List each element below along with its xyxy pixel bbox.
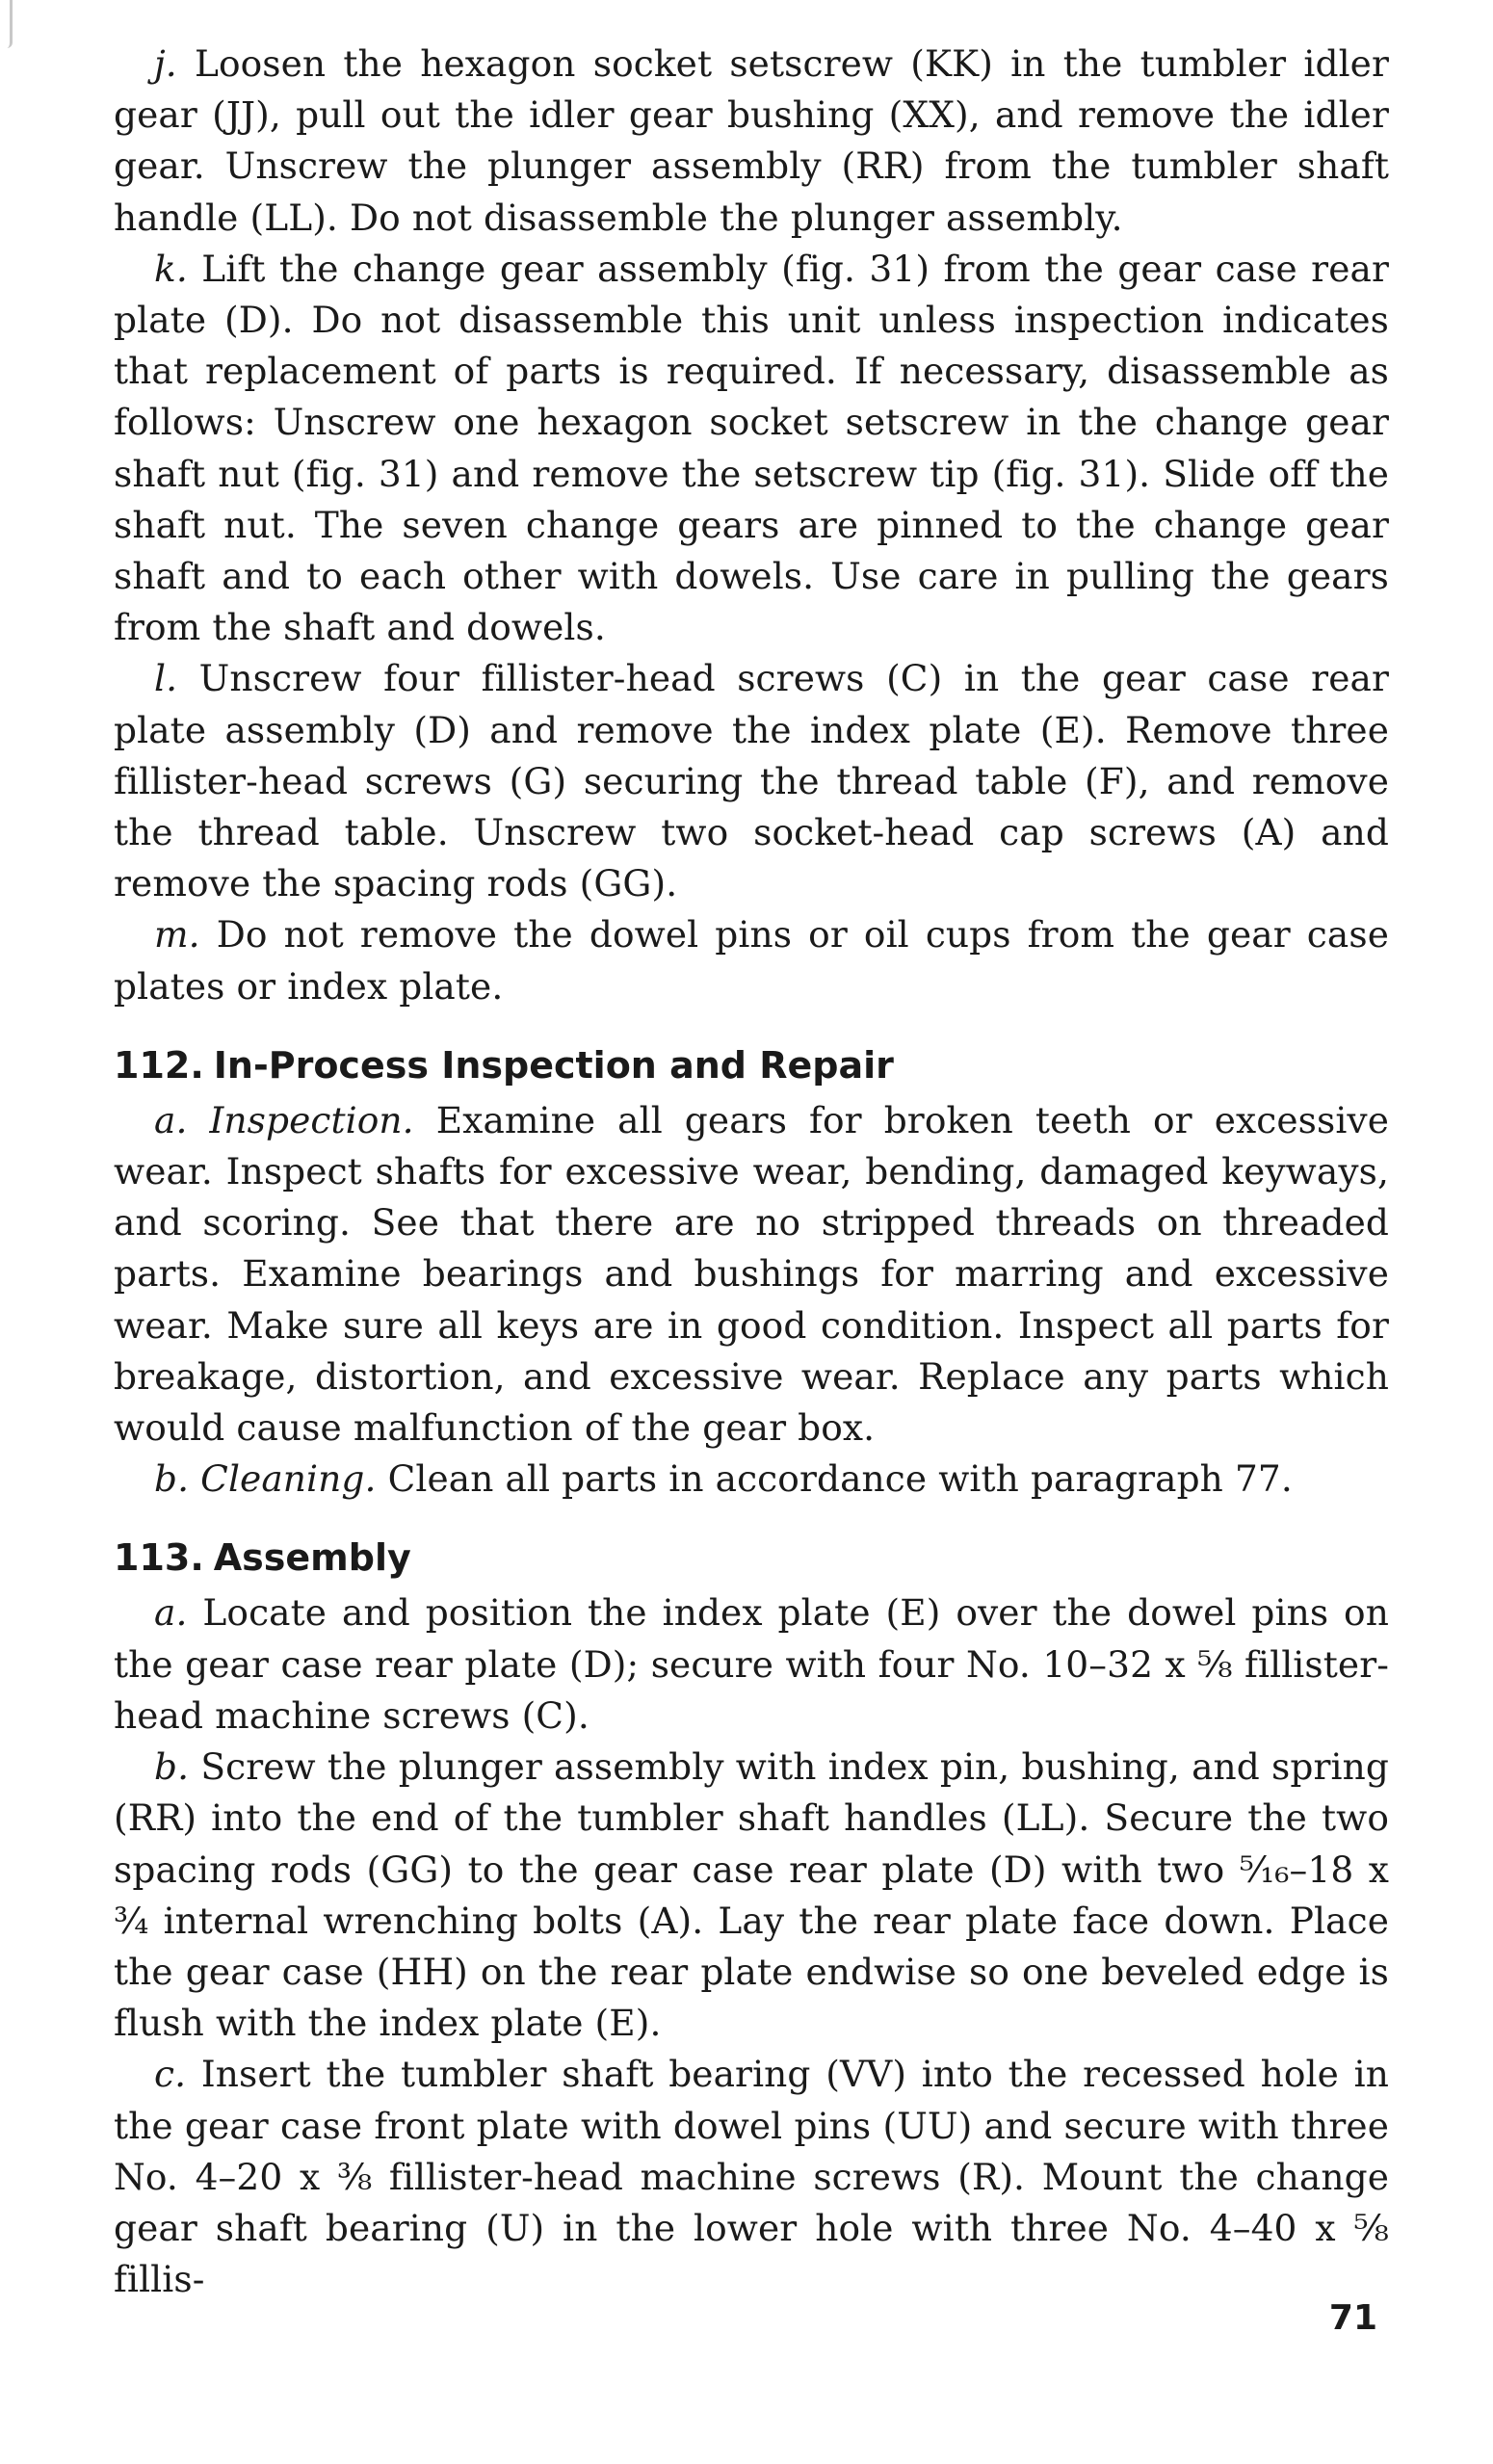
page-edge-mark <box>0 0 13 48</box>
section-title: In-Process Inspection and Repair <box>213 1043 894 1087</box>
paragraph-label: k. <box>154 247 188 290</box>
document-page <box>114 39 1389 2305</box>
paragraph-113a <box>114 1587 1389 1742</box>
paragraph-m <box>114 909 1389 1011</box>
paragraph-label: l. <box>154 657 178 700</box>
paragraph-label: a. <box>154 1591 188 1635</box>
paragraph-label: b. <box>154 1745 190 1789</box>
paragraph-text: Screw the plunger assembly with index pin, bushing, and spring (RR) into the end of the tumbler shaft handles (LL). Secure the two spacing rods (GG) to the gear case rear plate (D) with two ⁵⁄₁₆–18 x ¾ internal wrenching bolts (A). Lay the rear plate face down. Place the gear case (HH) on the rear plate endwise so one beveled edge is flush with the index plate (E). <box>114 1745 1389 2045</box>
paragraph-label: a. <box>154 1098 188 1141</box>
paragraph-text: Insert the tumbler shaft bearing (VV) into the recessed hole in the gear case front plate with dowel pins (UU) and secure with three No. 4–20 x ⅜ fillister-head machine screws (R). Mount the change gear shaft bearing (U) in the lower hole with three No. 4–40 x ⅝ fillis- <box>114 2053 1389 2301</box>
paragraph-text: Clean all parts in accordance with paragraph 77. <box>387 1457 1293 1501</box>
paragraph-label: m. <box>154 913 200 957</box>
paragraph-subtitle: Cleaning. <box>200 1457 377 1501</box>
paragraph-j <box>114 39 1389 244</box>
paragraph-112b <box>114 1454 1389 1505</box>
paragraph-l <box>114 653 1389 909</box>
section-heading-113 <box>114 1532 1389 1584</box>
section-number: 112. <box>114 1043 204 1087</box>
page-number: 71 <box>1328 2298 1377 2338</box>
section-title: Assembly <box>213 1536 411 1580</box>
paragraph-text: Locate and position the index plate (E) over the dowel pins on the gear case rear plate (D); secure with four No. 10–32 x ⅝ fillister-head machine screws (C). <box>114 1591 1389 1737</box>
paragraph-label: b. <box>154 1457 190 1501</box>
paragraph-text: Loosen the hexagon socket setscrew (KK) in the tumbler idler gear (JJ), pull out the idler gear bushing (XX), and remove the idler gear. Unscrew the plunger assembly (RR) from the tumbler shaft handle (LL). Do not disassemble the plunger assembly. <box>114 42 1389 239</box>
paragraph-subtitle: Inspection. <box>209 1098 414 1141</box>
paragraph-113c <box>114 2049 1389 2305</box>
paragraph-label: c. <box>154 2053 187 2096</box>
paragraph-112a <box>114 1095 1389 1454</box>
paragraph-text: Do not remove the dowel pins or oil cups from the gear case plates or index plate. <box>114 913 1389 1008</box>
paragraph-text: Lift the change gear assembly (fig. 31) from the gear case rear plate (D). Do not disassemble this unit unless inspection indicates that replacement of parts is required. If necessary, disassemble as follows: Unscrew one hexagon socket setscrew in the change gear shaft nut (fig. 31) and remove the setscrew tip (fig. 31). Slide off the shaft nut. The seven change gears are pinned to the change gear shaft and to each other with dowels. Use care in pulling the gears from the shaft and dowels. <box>114 247 1389 649</box>
section-number: 113. <box>114 1536 204 1580</box>
paragraph-text: Examine all gears for broken teeth or excessive wear. Inspect shafts for excessive wear, bending, damaged keyways, and scoring. See that there are no stripped threads on threaded parts. Examine bearings and bushings for marring and excessive wear. Make sure all keys are in good condition. Inspect all parts for breakage, distortion, and excessive wear. Replace any parts which would cause malfunction of the gear box. <box>114 1098 1389 1450</box>
paragraph-label: j. <box>154 42 177 85</box>
paragraph-113b <box>114 1742 1389 2049</box>
paragraph-text: Unscrew four fillister-head screws (C) in the gear case rear plate assembly (D) and remove the index plate (E). Remove three fillister-head screws (G) securing the thread table (F), and remove the thread table. Unscrew two socket-head cap screws (A) and remove the spacing rods (GG). <box>114 657 1389 905</box>
paragraph-k <box>114 244 1389 654</box>
section-heading-112 <box>114 1039 1389 1091</box>
